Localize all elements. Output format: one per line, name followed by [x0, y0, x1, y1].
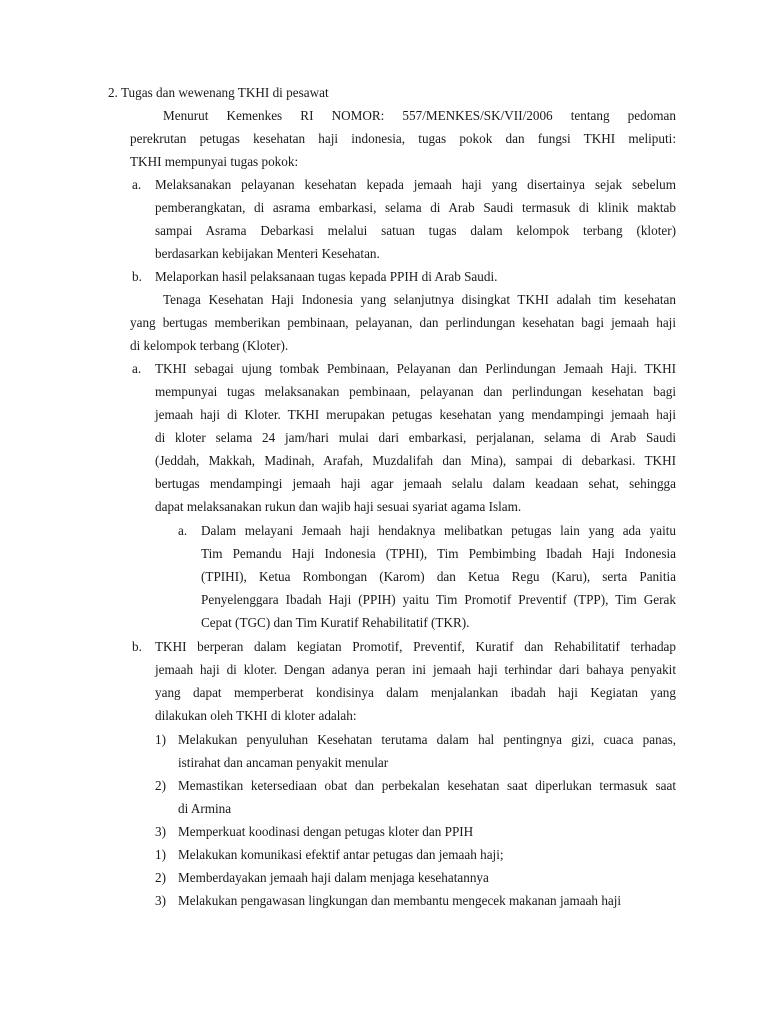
paragraph-line: di kelompok terbang (Kloter). — [130, 338, 289, 353]
list-item-line: TKHI sebagai ujung tombak Pembinaan, Pelayanan dan Perlindungan Jemaah Haji. TKHI — [155, 361, 676, 376]
numbered-item-line: istirahat dan ancaman penyakit menular — [178, 755, 389, 770]
list-item-line: sampai Asrama Debarkasi melalui satuan tugas dalam kelompok terbang (kloter) — [155, 223, 676, 238]
list-item-line: dilakukan oleh TKHI di kloter adalah: — [155, 708, 357, 723]
sub-list-item-line: Cepat (TGC) dan Tim Kuratif Rehabilitatif (TKR). — [201, 615, 470, 630]
tugas-pokok-label: TKHI mempunyai tugas pokok: — [130, 154, 299, 169]
list-item-line: jemaah haji di Kloter. TKHI merupakan petugas kesehatan yang mendampingi jemaah haji — [155, 407, 676, 422]
list-marker: a. — [132, 177, 142, 192]
sub-list-item-line: (TPIHI), Ketua Rombongan (Karom) dan Ketua Regu (Karu), serta Panitia — [201, 569, 676, 584]
list-marker: b. — [132, 269, 142, 284]
numbered-item-line: Melakukan pengawasan lingkungan dan membantu mengecek makanan jamaah haji — [178, 893, 622, 908]
intro-line: perekrutan petugas kesehatan haji indonesia, tugas pokok dan fungsi TKHI meliputi: — [130, 131, 676, 146]
list-item-line: (Jeddah, Makkah, Madinah, Arafah, Muzdalifah dan Mina), sampai di debarkasi. TKHI — [155, 453, 676, 468]
numbered-marker: 1) — [155, 732, 166, 747]
numbered-marker: 3) — [155, 824, 166, 839]
paragraph-line: yang bertugas memberikan pembinaan, pelayanan, dan perlindungan kesehatan bagi jemaah haji — [130, 315, 676, 330]
list-marker: a. — [132, 361, 142, 376]
numbered-item-line: di Armina — [178, 801, 232, 816]
sub-list-item-line: Penyelenggara Ibadah Haji (PPIH) yaitu Tim Promotif Preventif (TPP), Tim Gerak — [201, 592, 676, 607]
numbered-item-line: Melakukan penyuluhan Kesehatan terutama dalam hal pentingnya gizi, cuaca panas, — [178, 732, 676, 747]
paragraph-line: Tenaga Kesehatan Haji Indonesia yang selanjutnya disingkat TKHI adalah tim kesehatan — [163, 292, 676, 307]
numbered-item-line: Memberdayakan jemaah haji dalam menjaga kesehatannya — [178, 870, 489, 885]
numbered-marker: 3) — [155, 893, 166, 908]
list-item-line: di kloter selama 24 jam/hari mulai dari embarkasi, perjalanan, selama di Arab Saudi — [155, 430, 676, 445]
list-item-line: bertugas mendampingi jemaah haji agar jemaah selalu dalam keadaan sehat, sehingga — [155, 476, 676, 491]
sub-list-item-line: Dalam melayani Jemaah haji hendaknya melibatkan petugas lain yang ada yaitu — [201, 523, 676, 538]
list-item-line: jemaah haji di kloter. Dengan adanya peran ini jemaah haji terhindar dari bahaya penyakit — [155, 662, 676, 677]
numbered-marker: 2) — [155, 870, 166, 885]
list-marker: b. — [132, 639, 142, 654]
numbered-marker: 2) — [155, 778, 166, 793]
list-item-line: dapat melaksanakan rukun dan wajib haji sesuai syariat agama Islam. — [155, 499, 522, 514]
list-item-line: TKHI berperan dalam kegiatan Promotif, Preventif, Kuratif dan Rehabilitatif terhadap — [155, 639, 676, 654]
list-item-line: Melaksanakan pelayanan kesehatan kepada jemaah haji yang disertainya sejak sebelum — [155, 177, 676, 192]
list-item-line: yang dapat memperberat kondisinya dalam menjalankan ibadah haji Kegiatan yang — [155, 685, 676, 700]
list-item-line: berdasarkan kebijakan Menteri Kesehatan. — [155, 246, 380, 261]
numbered-item-line: Melakukan komunikasi efektif antar petugas dan jemaah haji; — [178, 847, 504, 862]
numbered-item-line: Memperkuat koodinasi dengan petugas kloter dan PPIH — [178, 824, 474, 839]
list-item-line: Melaporkan hasil pelaksanaan tugas kepada PPIH di Arab Saudi. — [155, 269, 498, 284]
section-heading: 2. Tugas dan wewenang TKHI di pesawat — [108, 85, 329, 100]
list-item-line: pemberangkatan, di asrama embarkasi, selama di Arab Saudi termasuk di klinik maktab — [155, 200, 676, 215]
list-item-line: mempunyai tugas melaksanakan pembinaan, pelayanan dan perlindungan kesehatan bagi — [155, 384, 676, 399]
numbered-item-line: Memastikan ketersediaan obat dan perbekalan kesehatan saat diperlukan termasuk saat — [178, 778, 676, 793]
intro-line: Menurut Kemenkes RI NOMOR: 557/MENKES/SK/VII/2006 tentang pedoman — [163, 108, 676, 123]
numbered-marker: 1) — [155, 847, 166, 862]
sub-list-marker: a. — [178, 523, 188, 538]
sub-list-item-line: Tim Pemandu Haji Indonesia (TPHI), Tim Pembimbing Ibadah Haji Indonesia — [201, 546, 676, 561]
